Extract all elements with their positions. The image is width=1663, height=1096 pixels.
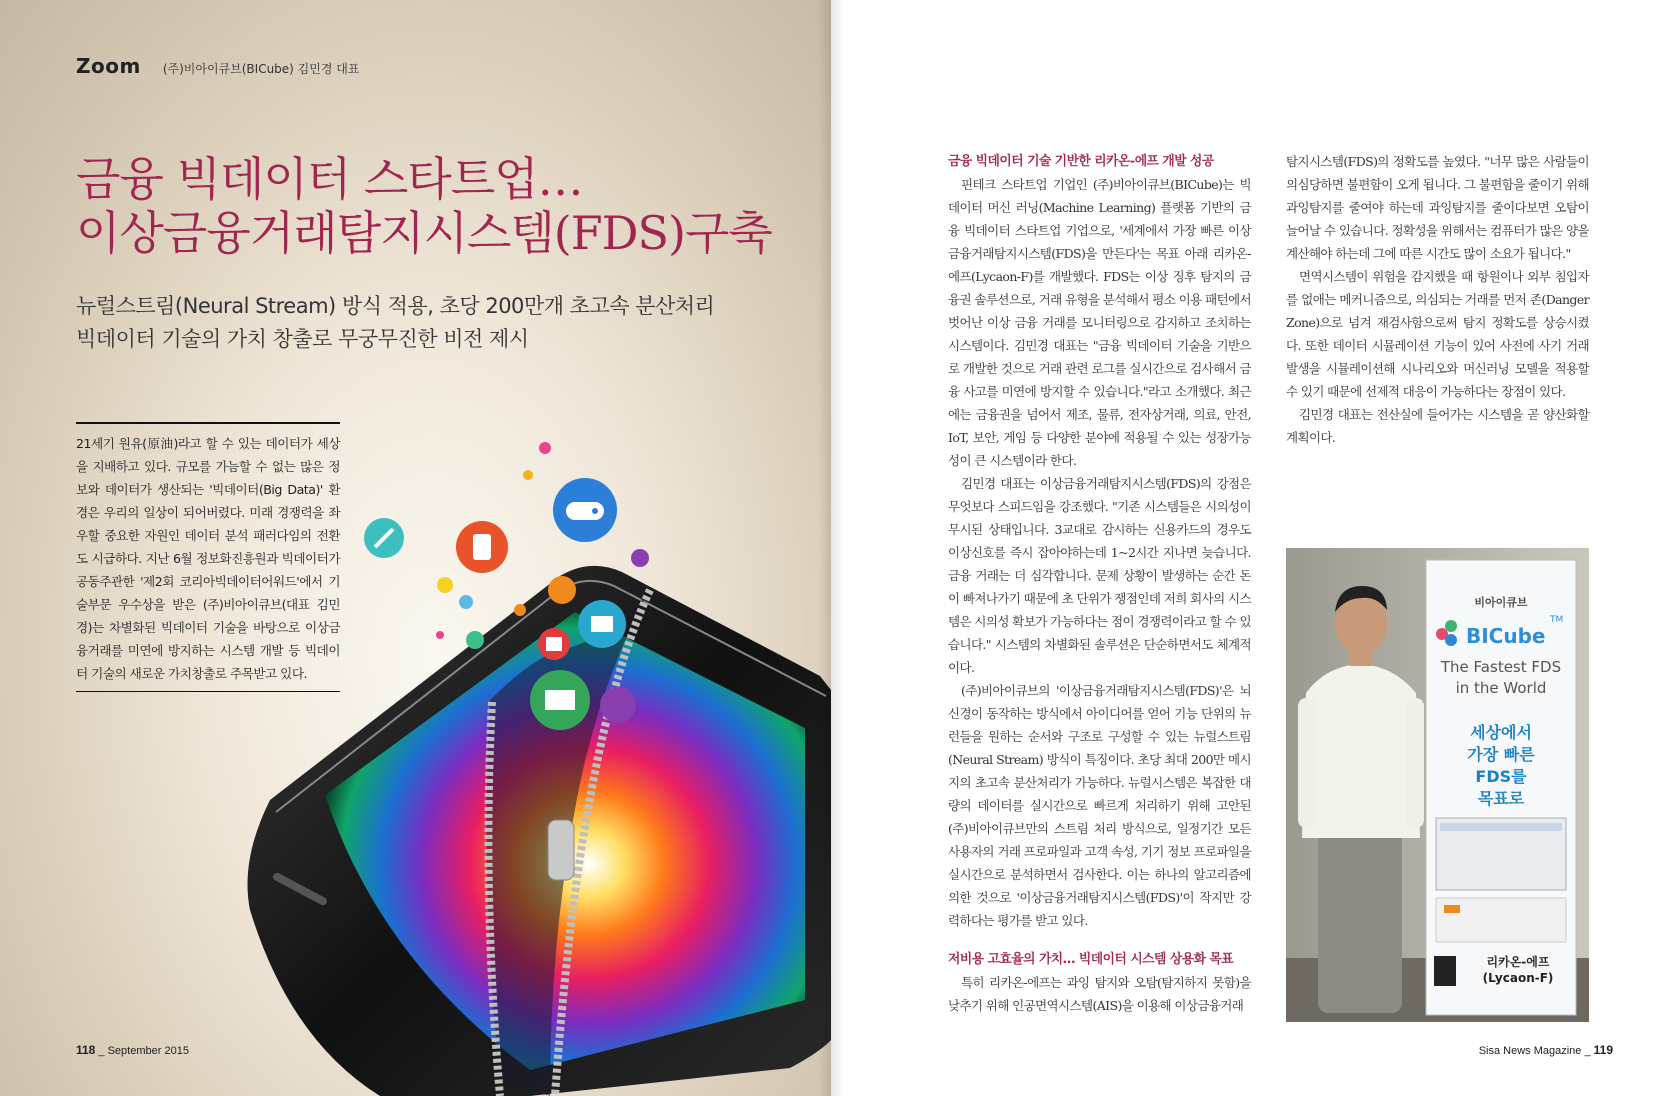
calendar-icon: [538, 628, 570, 660]
banner-screenshot-bar: [1440, 823, 1562, 831]
article-column-2: [1286, 150, 1589, 449]
banner-brand-top: 비아이큐브: [1474, 596, 1528, 609]
paragraph-6: 면역시스템이 위험을 감지했을 때 항원이나 외부 침입자를 없애는 메커니즘으로, 의심되는 거래를 먼저 존(Danger Zone)으로 넘겨 재검사함으로써 탐지 정확도를 상승시켰다. 또한 데이터 시뮬레이션 기능이 있어 사전에 사기 거래 발생을 시뮬레이션해 시나리오와 머신러닝 모델을 적용할 수 있기 때문에 선제적 대응이 가능하다는 장점이 있다.: [1286, 269, 1589, 399]
page-number-right: 119: [1593, 1043, 1613, 1057]
gift-icon: [578, 600, 626, 648]
intro-box: [76, 422, 340, 692]
paragraph-4: 특히 리카온-에프는 과잉 탐지와 오탐(탐지하지 못함)을 낮추기 위해 인공면역시스템(AIS)을 이용해 이상금융거래: [948, 975, 1251, 1013]
banner-logo: BICube: [1466, 624, 1546, 648]
article-column-1: [948, 150, 1251, 1017]
section-heading-2: 저비용 고효율의 가치… 빅데이터 시스템 상용화 목표: [948, 952, 1234, 967]
banner-tagline-1: The Fastest FDS: [1440, 658, 1562, 676]
banner-device: [1434, 956, 1456, 986]
right-page: [831, 0, 1663, 1096]
banner-tm: TM: [1550, 615, 1564, 625]
page-number-left: 118: [76, 1043, 96, 1057]
banner-tagline-2: in the World: [1455, 679, 1547, 697]
section-label: Zoom: [76, 54, 141, 78]
left-page: [0, 0, 831, 1096]
issue-date: _ September 2015: [98, 1045, 189, 1057]
subtitle-line-2: 빅데이터 기술의 가치 창출로 무궁무진한 비전 제시: [76, 327, 529, 351]
paragraph-1: 핀테크 스타트업 기업인 (주)비아이큐브(BICube)는 빅데이터 머신 러닝(Machine Learning) 플랫폼 기반의 금융 빅데이터 스타트업 기업으로, '세계에서 가장 빠른 이상금융거래탐지시스템(FDS)을 만든다'는 목표 아래 리카온-에프(Lycaon-F)를 개발했다. FDS는 이상 징후 탐지의 금융권 솔루션으로, 거래 유형을 분석해서 평소 이용 패턴에서 벗어난 이상 금융 거래를 모니터링으로 감지하고 조치하는 시스템이다. 김민경 대표는 "금융 빅데이터 기술을 기반으로 개발한 것으로 거래 관련 로그를 실시간으로 검사해서 금융 사고를 미연에 방지할 수 있습니다."라고 소개했다. 최근에는 금융권을 넘어서 제조, 물류, 전자상거래, 의료, 안전, IoT, 보안, 게임 등 다양한 분야에 적용될 수 있는 성장가능성이 큰 시스템이라 한다.: [948, 177, 1251, 468]
banner-product-1: 리카온-에프: [1486, 955, 1550, 969]
page-header: [76, 54, 359, 78]
banner-korean-3: FDS를: [1475, 767, 1527, 786]
ceo-photo: [1286, 548, 1589, 1022]
shopping-basket-icon: [530, 670, 590, 730]
cloche-icon: [548, 576, 576, 604]
title-line-1: 금융 빅데이터 스타트업…: [76, 152, 583, 206]
article-title: [76, 152, 816, 260]
subtitle-line-1: 뉴럴스트림(Neural Stream) 방식 적용, 초당 200만개 초고속 분산처리: [76, 294, 715, 318]
page-footer-right: [1479, 1043, 1613, 1057]
banner-diagram: [1436, 898, 1566, 942]
page-footer-left: [76, 1043, 189, 1057]
paragraph-3: (주)비아이큐브의 '이상금융거래탐지시스템(FDS)'은 뇌신경이 동작하는 방식에서 아이디어를 얻어 기능 단위의 뉴런들을 원하는 순서와 구조로 구성할 수 있는 뉴럴스트림(Neural Stream) 방식이 특징이다. 초당 최대 200만 메시지의 초고속 분산처리가 가능하다. 뉴럴시스템은 복잡한 대량의 데이터를 실시간으로 빠르게 처리하기 위해 고안된 (주)비아이큐브만의 스트림 처리 방식으로, 일정기간 모든 사용자의 거래 프로파일과 고객 속성, 기기 정보 프로파일을 실시간으로 분석하면서 검사한다. 이는 하나의 알고리즘에 의한 것으로 '이상금융거래탐지시스템(FDS)'이 작지만 강력하다는 평가를 받고 있다.: [948, 683, 1251, 928]
magazine-name: Sisa News Magazine _: [1478, 1045, 1591, 1057]
banner-korean-4: 목표로: [1477, 789, 1525, 808]
camera-icon: [600, 687, 636, 723]
header-subtitle: (주)비아이큐브(BICube) 김민경 대표: [162, 62, 360, 76]
music-player-icon: [456, 521, 508, 573]
paragraph-7: 김민경 대표는 전산실에 들어가는 시스템을 곧 양산화할 계획이다.: [1286, 407, 1589, 445]
game-controller-icon: [553, 478, 617, 542]
paragraph-5: 탐지시스템(FDS)의 정확도를 높였다. "너무 많은 사람들이 의심당하면 불편함이 오게 됩니다. 그 불편함을 줄이기 위해 과잉탐지를 줄여야 하는데 과잉탐지를 줄이다보면 오탐이 늘어날 수 있습니다. 정확성을 위해서는 컴퓨터가 많은 양을 계산해야 하는데 그에 따른 시간도 많이 소요가 됩니다.": [1286, 154, 1589, 261]
zipper-pull: [548, 820, 574, 880]
paragraph-2: 김민경 대표는 이상금융거래탐지시스템(FDS)의 강점은 무엇보다 스피드임을 강조했다. "기존 시스템들은 시의성이 무시된 상태입니다. 3교대로 감시하는 신용카드의 경우도 이상신호를 즉시 잡아야하는데 1~2시간 지나면 늦습니다. 금융 거래는 더 심각합니다. 문제 상황이 발생하는 순간 돈이 빠져나가기 때문에 초 단위가 쟁점인데 저희 회사의 시스템은 시의성 확보가 가능하다는 점이 경쟁력이라고 할 수 있습니다." 시스템의 차별화된 솔루션은 단순하면서도 체계적이다.: [948, 476, 1251, 675]
pencil-icon: [364, 518, 404, 558]
banner-korean-1: 세상에서: [1470, 723, 1532, 742]
banner-diagram-node: [1444, 905, 1460, 913]
intro-text: 21세기 원유(原油)라고 할 수 있는 데이터가 세상을 지배하고 있다. 규모를 가늠할 수 없는 많은 정보와 데이터가 생산되는 '빅데이터(Big Data)' 환경은 우리의 일상이 되어버렸다. 미래 경쟁력을 좌우할 중요한 자원인 데이터 분석 패러다임의 전환도 시급하다. 지난 6월 정보화진흥원과 빅데이터가 공동주관한 '제2회 코리아빅데이터어워드'에서 기술부문 우수상을 받은 (주)비아이큐브(대표 김민경)는 차별화된 빅데이터 기술을 바탕으로 이상금융거래를 미연에 방지하는 시스템 개발 등 빅데이터 기술의 새로운 가치창출로 주목받고 있다.: [76, 436, 340, 681]
title-line-2: 이상금융거래탐지시스템(FDS)구축: [76, 206, 772, 260]
banner-korean-2: 가장 빠른: [1467, 745, 1535, 764]
section-heading-1: 금융 빅데이터 기술 기반한 리카온-에프 개발 성공: [948, 154, 1214, 169]
article-subtitle: [76, 290, 776, 356]
banner-product-2: (Lycaon-F): [1482, 971, 1554, 985]
